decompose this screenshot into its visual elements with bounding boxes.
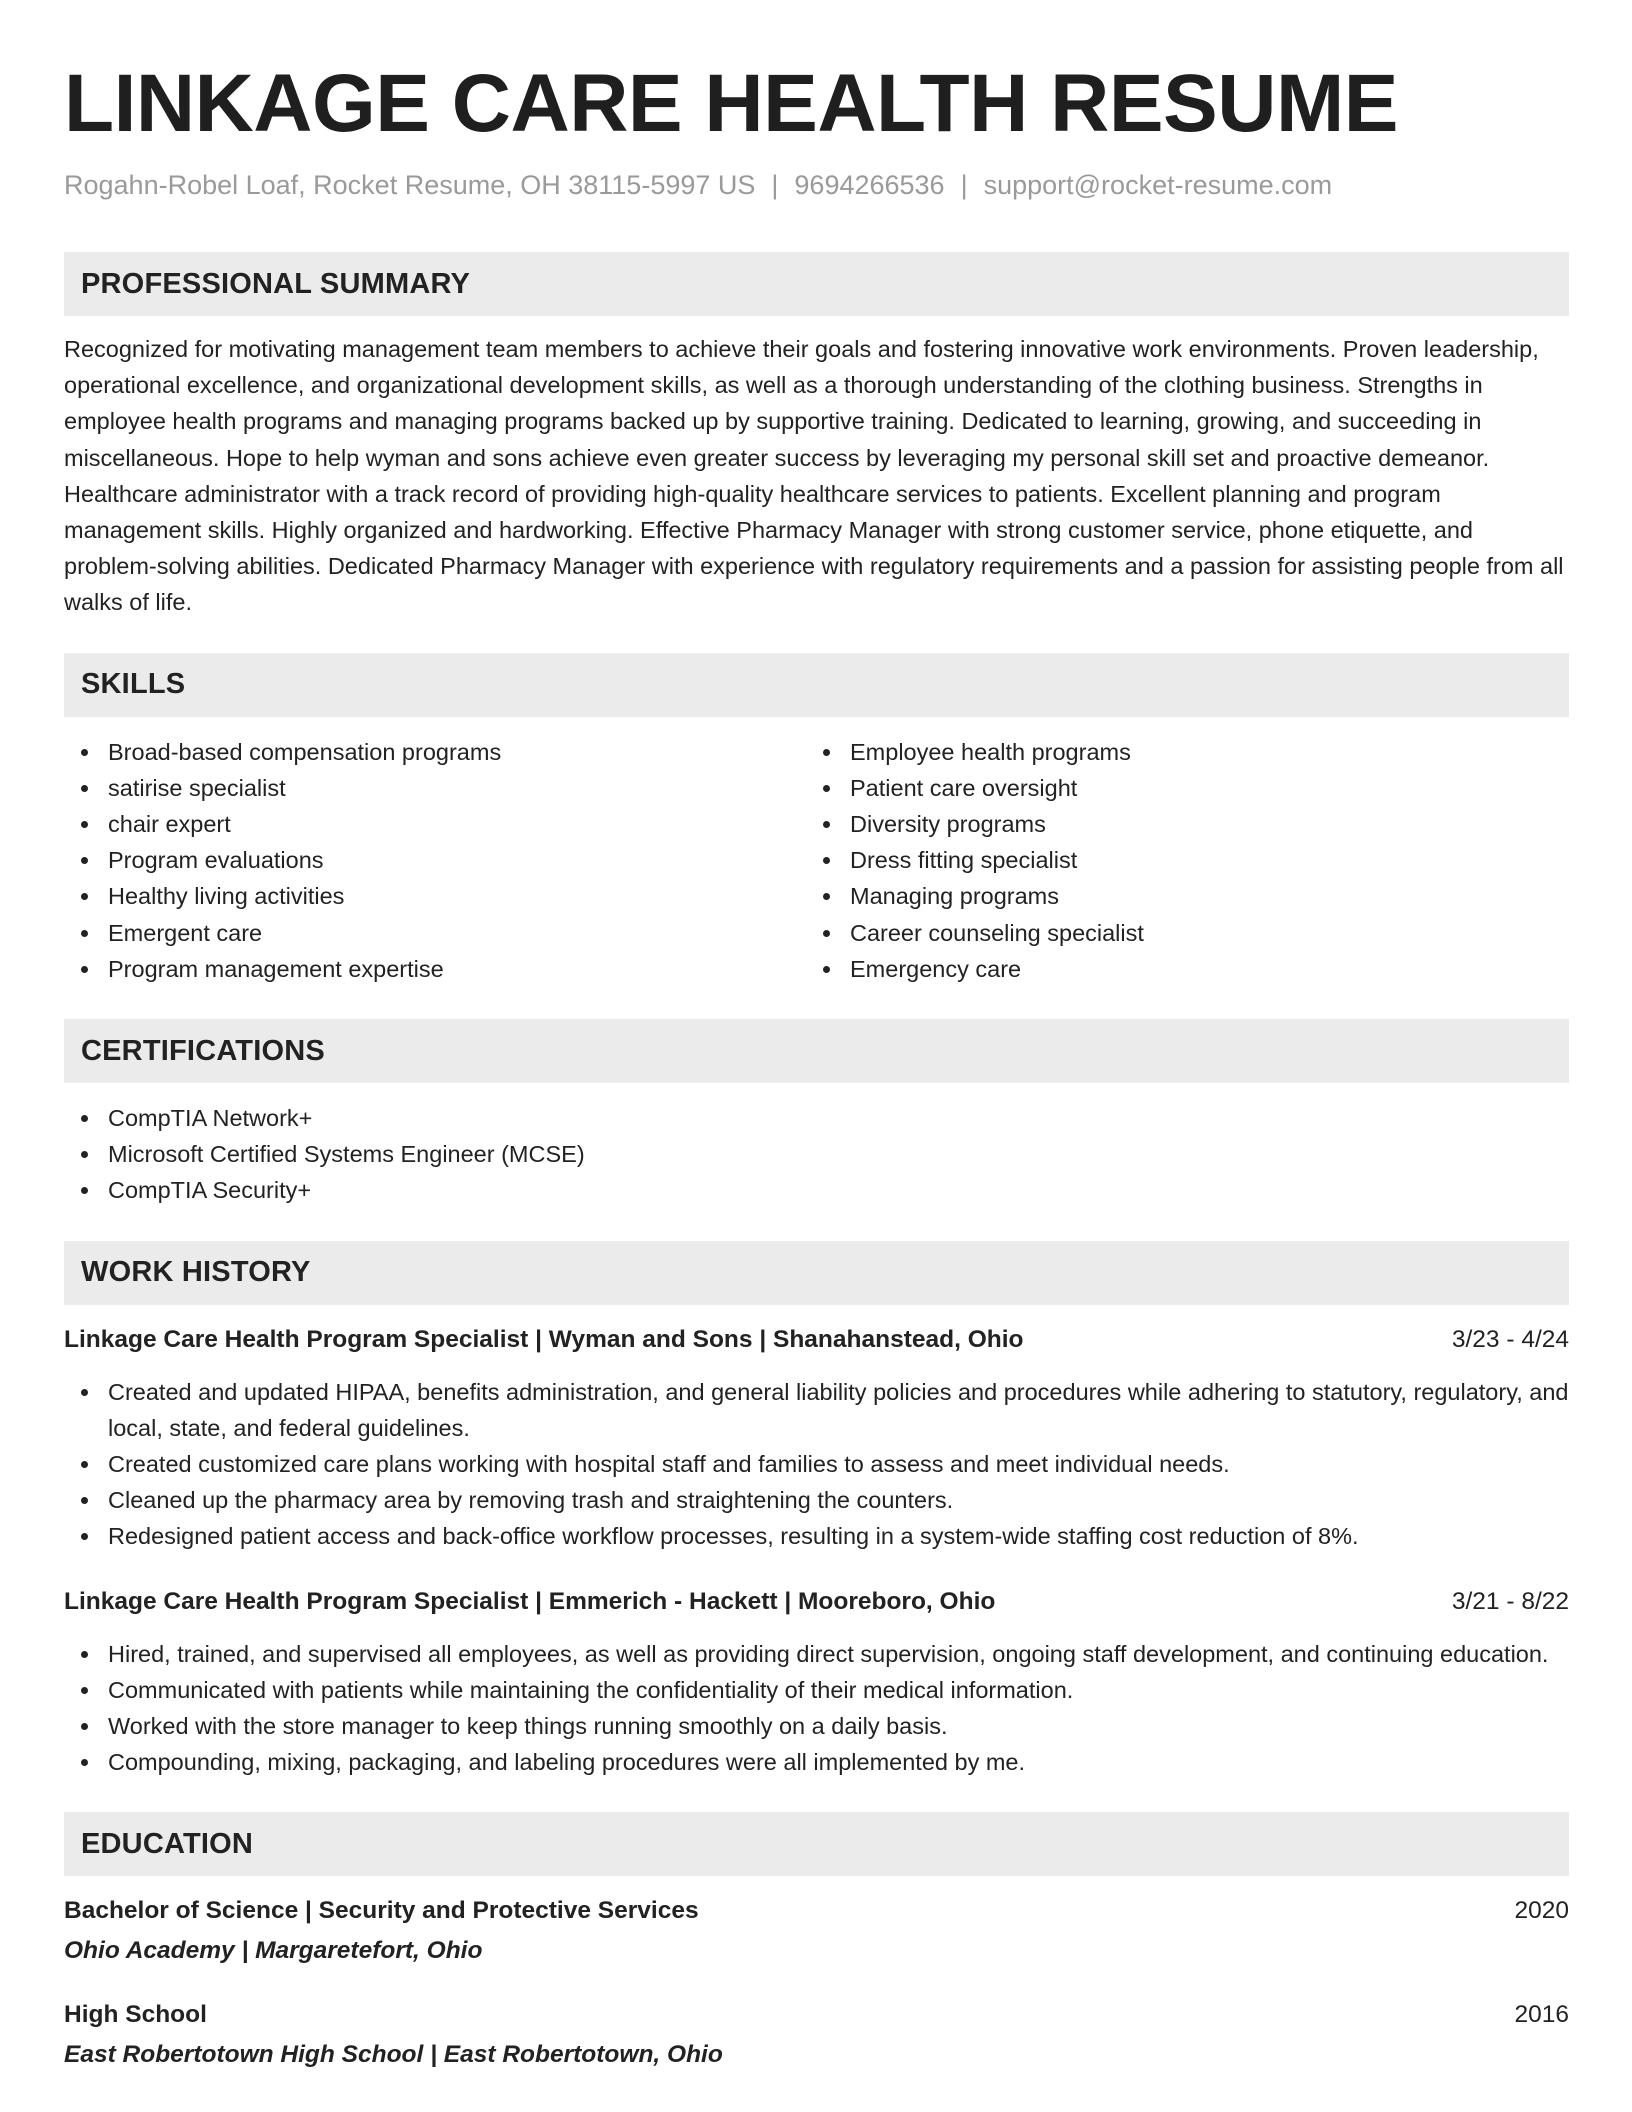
skills-list-left xyxy=(64,734,806,987)
job-entry xyxy=(64,1323,1569,1555)
education-entry xyxy=(64,1998,1569,2072)
skill-item: Managing programs xyxy=(806,878,1548,914)
education-heading-row xyxy=(64,1894,1569,1928)
skill-item: Emergent care xyxy=(64,915,806,951)
job-heading: Linkage Care Health Program Specialist | Wyman and Sons | Shanahanstead, Ohio xyxy=(64,1325,1024,1353)
job-bullet: Created and updated HIPAA, benefits administration, and general liability policies and procedures while adhering to statutory, regulatory, and local, state, and federal guidelines. xyxy=(64,1374,1569,1446)
contact-address: Rogahn-Robel Loaf, Rocket Resume, OH 38115-5997 US xyxy=(64,170,756,200)
job-bullet: Created customized care plans working with hospital staff and families to assess and meet individual needs. xyxy=(64,1446,1569,1482)
skill-item: Program management expertise xyxy=(64,951,806,987)
job-bullet: Compounding, mixing, packaging, and labeling procedures were all implemented by me. xyxy=(64,1744,1569,1780)
contact-phone: 9694266536 xyxy=(794,170,945,200)
certification-item: CompTIA Network+ xyxy=(64,1100,1569,1136)
education-degree: High School xyxy=(64,2001,207,2029)
section-header-education xyxy=(64,1812,1569,1876)
job-dates: 3/23 - 4/24 xyxy=(1451,1325,1569,1353)
education-school: Ohio Academy | Margaretefort, Ohio xyxy=(64,1937,483,1965)
job-bullet: Communicated with patients while maintaining the confidentiality of their medical information. xyxy=(64,1672,1569,1708)
skill-item: satirise specialist xyxy=(64,770,806,806)
skill-item: Diversity programs xyxy=(806,806,1548,842)
education-year: 2020 xyxy=(1514,1897,1569,1925)
job-entry xyxy=(64,1585,1569,1781)
section-title: WORK HISTORY xyxy=(81,1256,311,1289)
section-title: SKILLS xyxy=(81,668,186,701)
skill-item: Patient care oversight xyxy=(806,770,1548,806)
job-dates: 3/21 - 8/22 xyxy=(1451,1587,1569,1615)
skill-item: Employee health programs xyxy=(806,734,1548,770)
section-title: EDUCATION xyxy=(81,1827,254,1860)
job-bullets xyxy=(64,1374,1569,1555)
education-degree: Bachelor of Science | Security and Protective Services xyxy=(64,1897,699,1925)
education-year: 2016 xyxy=(1514,2001,1569,2029)
skill-item: chair expert xyxy=(64,806,806,842)
job-bullet: Worked with the store manager to keep things running smoothly on a daily basis. xyxy=(64,1708,1569,1744)
contact-separator: | xyxy=(960,170,968,200)
section-title: CERTIFICATIONS xyxy=(81,1034,325,1067)
certification-item: Microsoft Certified Systems Engineer (MCSE) xyxy=(64,1136,1569,1172)
certification-item: CompTIA Security+ xyxy=(64,1172,1569,1208)
section-header-work-history xyxy=(64,1241,1569,1305)
skill-item: Program evaluations xyxy=(64,842,806,878)
summary-text: Recognized for motivating management team members to achieve their goals and fostering innovative work environments. Proven leadership, operational excellence, and organizational development skills, as well as a thorough understanding of the clothing business. Strengths in employee health programs and managing programs backed up by supportive training. Dedicated to learning, growing, and succeeding in miscellaneous. Hope to help wyman and sons achieve even greater success by leveraging my personal skill set and proactive demeanor. Healthcare administrator with a track record of providing high-quality healthcare services to patients. Excellent planning and program management skills. Highly organized and hardworking. Effective Pharmacy Manager with strong customer service, phone etiquette, and problem-solving abilities. Dedicated Pharmacy Manager with experience with regulatory requirements and a passion for assisting people from all walks of life. xyxy=(64,336,1564,616)
skill-item: Healthy living activities xyxy=(64,878,806,914)
job-heading: Linkage Care Health Program Specialist | Emmerich - Hackett | Mooreboro, Ohio xyxy=(64,1587,996,1615)
contact-line xyxy=(64,168,1569,202)
contact-email: support@rocket-resume.com xyxy=(983,170,1333,200)
resume-page xyxy=(64,56,1569,2072)
skills-list-right xyxy=(806,734,1548,987)
skill-item: Career counseling specialist xyxy=(806,915,1548,951)
job-heading-row xyxy=(64,1323,1569,1357)
resume-title: LINKAGE CARE HEALTH RESUME xyxy=(64,58,1398,149)
certifications-list xyxy=(64,1100,1569,1209)
job-heading-row xyxy=(64,1585,1569,1619)
job-bullet: Redesigned patient access and back-office workflow processes, resulting in a system-wide staffing cost reduction of 8%. xyxy=(64,1518,1569,1554)
job-bullet: Cleaned up the pharmacy area by removing trash and straightening the counters. xyxy=(64,1482,1569,1518)
section-header-skills xyxy=(64,653,1569,717)
education-school: East Robertotown High School | East Robertotown, Ohio xyxy=(64,2041,723,2069)
section-header-certifications xyxy=(64,1019,1569,1083)
job-bullet: Hired, trained, and supervised all employees, as well as providing direct supervision, ongoing staff development, and continuing education. xyxy=(64,1636,1569,1672)
job-bullets xyxy=(64,1636,1569,1781)
skill-item: Dress fitting specialist xyxy=(806,842,1548,878)
contact-separator: | xyxy=(771,170,779,200)
section-header-summary xyxy=(64,252,1569,316)
skills-grid xyxy=(64,734,1569,987)
section-title: PROFESSIONAL SUMMARY xyxy=(81,267,471,300)
skill-item: Broad-based compensation programs xyxy=(64,734,806,770)
education-heading-row xyxy=(64,1998,1569,2032)
education-entry xyxy=(64,1894,1569,1968)
skill-item: Emergency care xyxy=(806,951,1548,987)
